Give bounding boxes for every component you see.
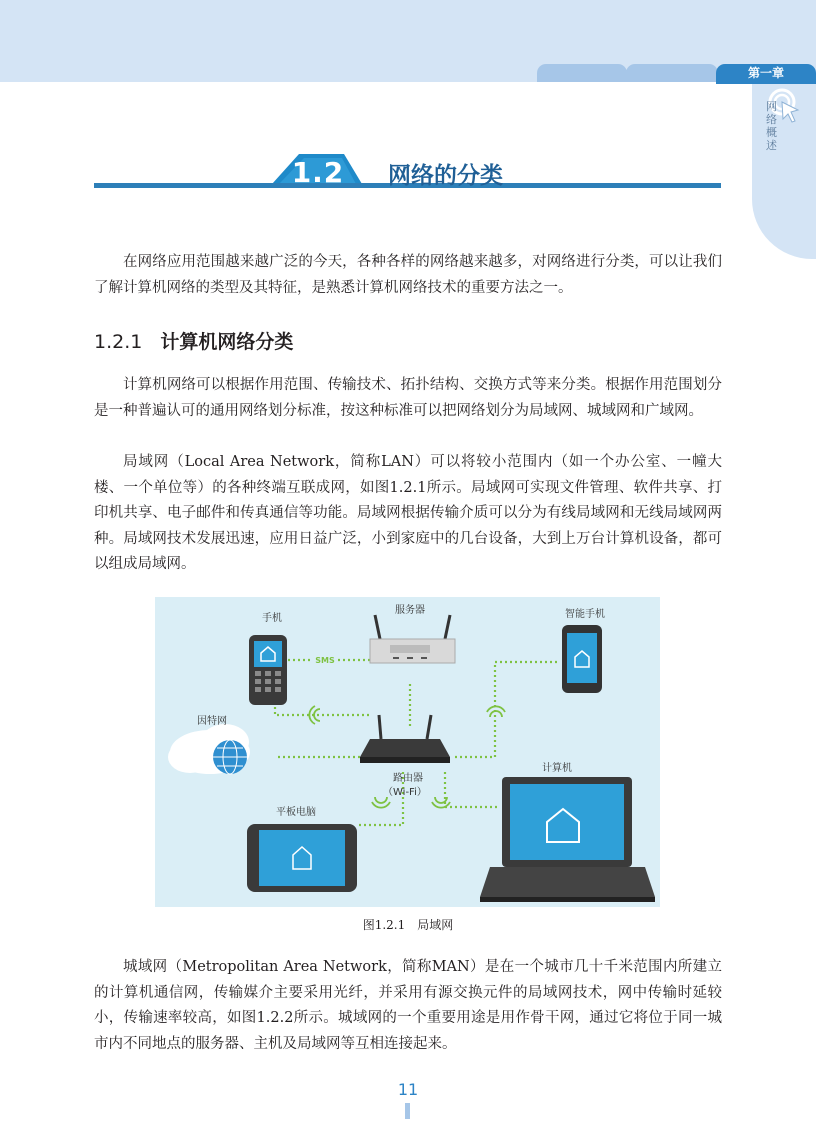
- paragraph-man: 城域网（Metropolitan Area Network，简称MAN）是在一个城市几十千米范围内所建立的计算机通信网，传输媒介主要采用光纤，并采用有源交换元件的局域网技术，网中传输时延较小，传输速率较高，如图1.2.2所示。城域网的一个重要用途是用作骨干网，通过它将位于同一城市内不同地点的服务器、主机及局域网等互相连接起来。: [94, 959, 722, 1052]
- label-phone: 手机: [262, 613, 282, 624]
- computer-icon: [480, 777, 655, 902]
- figure-caption: 图1.2.1 局域网: [362, 918, 454, 932]
- label-router: 路由器: [393, 773, 423, 784]
- label-computer: 计算机: [542, 763, 572, 774]
- side-title: 网络概述: [766, 100, 777, 152]
- header-tab-1: [537, 64, 627, 82]
- section-title: 网络的分类: [388, 163, 503, 189]
- label-smartphone: 智能手机: [565, 609, 605, 620]
- paragraph-lan: 局域网（Local Area Network，简称LAN）可以将较小范围内（如一个办公室、一幢大楼、一个单位等）的各种终端互联成网，如图1.2.1所示。局域网可实现文件管理、软件共享、打印机共享、电子邮件和传真通信等功能。局域网根据传输介质可以分为有线局域网和无线局域网两种。局域网技术发展迅速，应用日益广泛，小到家庭中的几台设备，大到上万台计算机设备，都可以组成局域网。: [94, 454, 722, 572]
- sms-label: SMS: [315, 656, 335, 665]
- tablet-icon: [247, 824, 357, 892]
- chapter-label: 第一章: [747, 66, 784, 80]
- header-tab-2: [626, 64, 718, 82]
- lan-diagram: [155, 597, 660, 907]
- page-number-bar: [405, 1103, 410, 1119]
- subsection-number: 1.2.1: [94, 331, 143, 353]
- section-number: 1.2: [291, 156, 345, 189]
- smartphone-icon: [562, 625, 602, 693]
- label-wifi: （Wi-Fi）: [383, 787, 427, 798]
- subsection-title: 计算机网络分类: [160, 331, 294, 353]
- intro-paragraph: 在网络应用范围越来越广泛的今天，各种各样的网络越来越多，对网络进行分类，可以让我们了解计算机网络的类型及其特征，是熟悉计算机网络技术的重要方法之一。: [94, 254, 722, 296]
- label-server: 服务器: [395, 605, 425, 616]
- phone-icon: [249, 635, 287, 705]
- subsection-heading: [94, 327, 293, 354]
- label-internet: 因特网: [197, 716, 227, 727]
- paragraph-classification: 计算机网络可以根据作用范围、传输技术、拓扑结构、交换方式等来分类。根据作用范围划分是一种普遍认可的通用网络划分标准，按这种标准可以把网络划分为局域网、城域网和广域网。: [94, 377, 722, 419]
- page-number: 11: [397, 1080, 419, 1099]
- label-tablet: 平板电脑: [276, 807, 316, 818]
